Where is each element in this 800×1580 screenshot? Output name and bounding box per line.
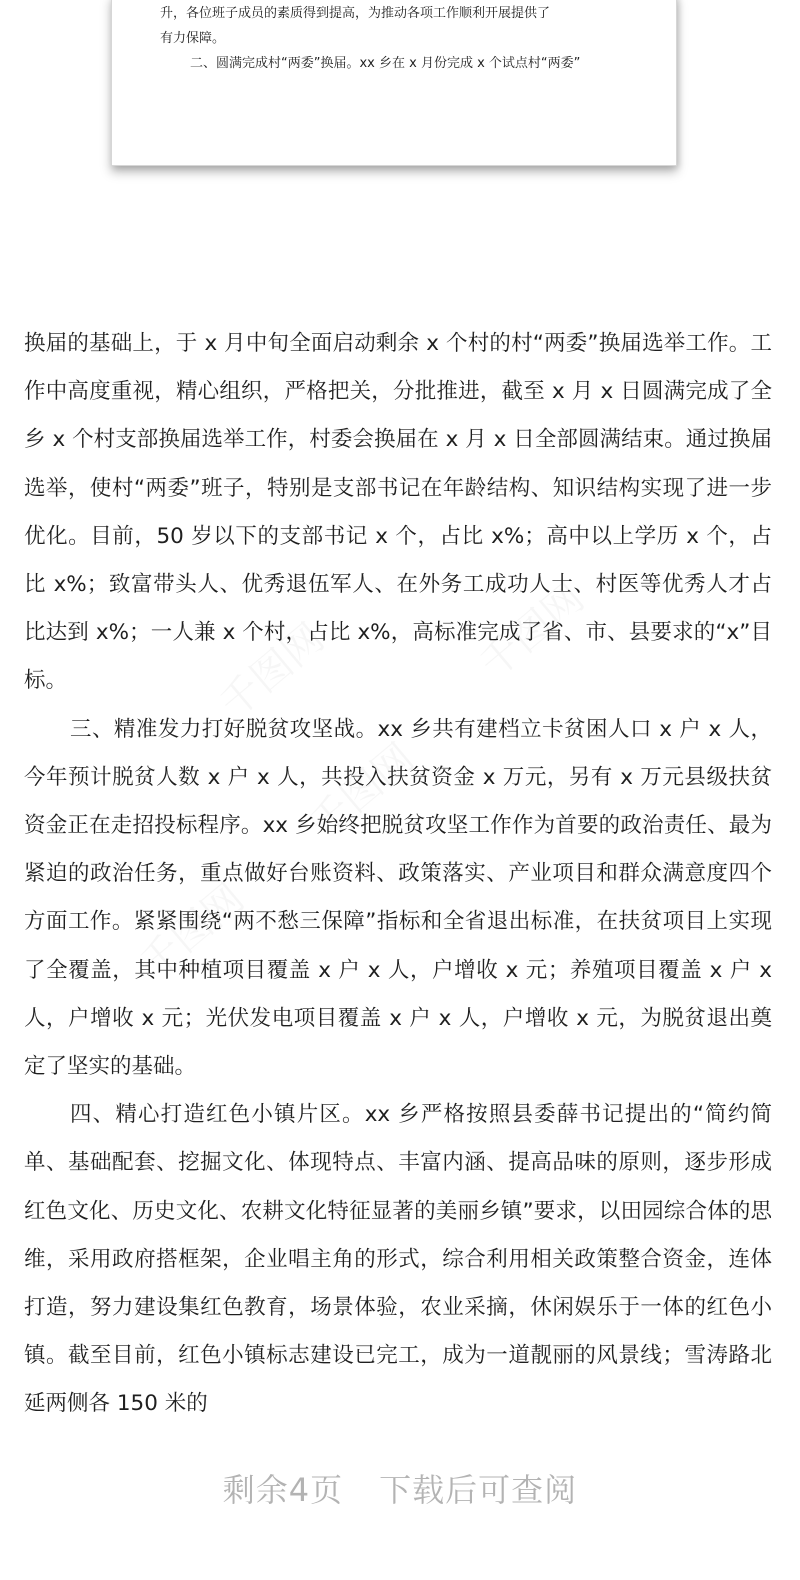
document-body — [24, 320, 772, 1429]
preview-line: 有力保障。 — [160, 31, 226, 46]
body-paragraph: 三、精准发力打好脱贫攻坚战。xx 乡共有建档立卡贫困人口 x 户 x 人，今年预计脱贫人数 x 户 x 人，共投入扶贫资金 x 万元，另有 x 万元县级扶贫资金正在走招投标程序。xx 乡始终把脱贫攻坚工作作为首要的政治责任、最为紧迫的政治任务，重点做好台账资料、政策落实、产业项目和群众满意度四个方面工作。紧紧围绕“两不愁三保障”指标和全省退出标准，在扶贫项目上实现了全覆盖，其中种植项目覆盖 x 户 x 人，户增收 x 元；养殖项目覆盖 x 户 x 人，户增收 x 元；光伏发电项目覆盖 x 户 x 人，户增收 x 元，为脱贫退出奠定了坚实的基础。 — [24, 716, 772, 1080]
preview-text — [160, 1, 650, 76]
download-prompt[interactable] — [0, 1465, 800, 1511]
preview-line: 二、圆满完成村“两委”换届。xx 乡在 x 月份完成 x 个试点村“两委” — [190, 56, 581, 71]
body-paragraph: 换届的基础上，于 x 月中旬全面启动剩余 x 个村的村“两委”换届选举工作。工作中高度重视，精心组织，严格把关，分批推进，截至 x 月 x 日圆满完成了全乡 x 个村支部换届选举工作，村委会换届在 x 月 x 日全部圆满结束。通过换届选举，使村“两委”班子，特别是支部书记在年龄结构、知识结构实现了进一步优化。目前，50 岁以下的支部书记 x 个，占比 x%；高中以上学历 x 个，占比 x%；致富带头人、优秀退伍军人、在外务工成功人士、村医等优秀人才占比达到 x%；一人兼 x 个村，占比 x%，高标准完成了省、市、县要求的“x”目标。 — [24, 331, 772, 694]
download-to-view-label[interactable]: 下载后可查阅 — [379, 1471, 578, 1509]
remaining-pages-label[interactable]: 剩余4页 — [222, 1471, 344, 1509]
preview-line: 升，各位班子成员的素质得到提高，为推动各项工作顺利开展提供了 — [160, 6, 551, 21]
body-paragraph: 四、精心打造红色小镇片区。xx 乡严格按照县委薛书记提出的“简约简单、基础配套、挖掘文化、体现特点、丰富内涵、提高品味的原则，逐步形成红色文化、历史文化、农耕文化特征显著的美丽乡镇”要求，以田园综合体的思维，采用政府搭框架，企业唱主角的形式，综合利用相关政策整合资金，连体打造，努力建设集红色教育，场景体验，农业采摘，休闲娱乐于一体的红色小镇。截至目前，红色小镇标志建设已完工，成为一道靓丽的风景线；雪涛路北延两侧各 150 米的 — [24, 1102, 772, 1417]
page-preview-card — [111, 0, 677, 166]
